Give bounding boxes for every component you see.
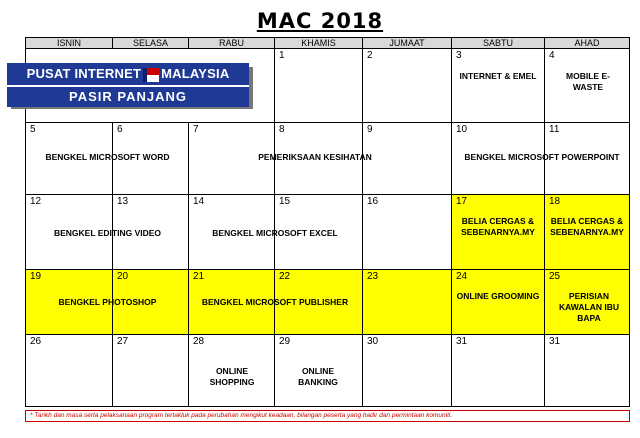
day-number: 26	[30, 336, 42, 347]
day-cell-highlighted	[362, 269, 452, 335]
day-cell-highlighted	[451, 269, 545, 335]
event-label: BENGKEL MICROSOFT PUBLISHER	[201, 297, 349, 307]
day-number: 16	[367, 196, 379, 207]
day-number: 31	[456, 336, 468, 347]
day-cell	[25, 334, 113, 407]
day-header-khamis: KHAMIS	[274, 37, 363, 49]
day-number: 14	[193, 196, 205, 207]
event-label: BENGKEL EDITING VIDEO	[53, 228, 162, 238]
day-number: 25	[549, 271, 561, 282]
event-label: ONLINE SHOPPING	[209, 366, 255, 387]
day-number: 4	[549, 50, 555, 61]
day-number: 13	[117, 196, 129, 207]
day-header-ahad: AHAD	[544, 37, 630, 49]
day-number: 30	[367, 336, 379, 347]
day-cell	[451, 334, 545, 407]
malaysia-flag-icon	[143, 68, 159, 82]
day-cell	[451, 48, 545, 123]
logo-text-malaysia: MALAYSIA	[161, 66, 230, 81]
logo-line-1	[7, 63, 249, 85]
day-number: 9	[367, 124, 373, 135]
day-number: 21	[193, 271, 205, 282]
day-cell	[112, 334, 189, 407]
day-number: 24	[456, 271, 468, 282]
event-label: BENGKEL PHOTOSHOP	[58, 297, 157, 307]
day-number: 12	[30, 196, 42, 207]
day-number: 20	[117, 271, 129, 282]
day-number: 19	[30, 271, 42, 282]
day-number: 29	[279, 336, 291, 347]
day-header-sabtu: SABTU	[451, 37, 545, 49]
event-label: ONLINE GROOMING	[456, 291, 540, 301]
day-number: 7	[193, 124, 199, 135]
day-header-selasa: SELASA	[112, 37, 189, 49]
event-label: BENGKEL MICROSOFT WORD	[45, 152, 170, 162]
day-cell	[362, 334, 452, 407]
logo-text-pusat-internet: PUSAT INTERNET	[26, 66, 142, 81]
pusat-internet-logo	[7, 63, 249, 107]
day-number: 23	[367, 271, 379, 282]
footnote: * Tarikh dan masa serta pelaksanaan program tertakluk pada perubahan mengikut keadaan, bilangan peserta yang hadir dan permintaan komuniti.	[25, 410, 630, 422]
day-header-rabu: RABU	[188, 37, 275, 49]
day-number: 8	[279, 124, 285, 135]
day-number: 1	[279, 50, 285, 61]
day-cell	[188, 334, 275, 407]
day-number: 18	[549, 196, 561, 207]
day-cell	[274, 334, 363, 407]
day-cell	[544, 334, 630, 407]
day-number: 11	[549, 124, 560, 135]
event-label: BELIA CERGAS & SEBENARNYA.MY	[461, 216, 535, 237]
day-cell-highlighted	[451, 194, 545, 270]
day-number: 27	[117, 336, 129, 347]
day-cell	[274, 48, 363, 123]
day-number: 10	[456, 124, 468, 135]
day-cell-highlighted	[544, 194, 630, 270]
day-number: 2	[367, 50, 373, 61]
day-header-isnin: ISNIN	[25, 37, 113, 49]
day-cell	[362, 48, 452, 123]
event-label: INTERNET & EMEL	[459, 71, 537, 81]
event-label: BENGKEL MICROSOFT POWERPOINT	[464, 152, 620, 162]
page-title: MAC 2018	[256, 9, 384, 33]
day-number: 5	[30, 124, 36, 135]
event-label: PEMERIKSAAN KESIHATAN	[258, 152, 372, 162]
event-label: BENGKEL MICROSOFT EXCEL	[212, 228, 338, 238]
day-number: 22	[279, 271, 291, 282]
day-number: 15	[279, 196, 291, 207]
day-number: 3	[456, 50, 462, 61]
day-number: 17	[456, 196, 468, 207]
event-label: ONLINE BANKING	[298, 366, 338, 387]
day-cell	[544, 48, 630, 123]
event-label: MOBILE E-WASTE	[566, 71, 610, 92]
logo-line-2: PASIR PANJANG	[7, 85, 249, 107]
day-number: 6	[117, 124, 123, 135]
day-number: 28	[193, 336, 205, 347]
day-header-jumaat: JUMAAT	[362, 37, 452, 49]
event-label: BELIA CERGAS & SEBENARNYA.MY	[550, 216, 624, 237]
day-cell-highlighted	[544, 269, 630, 335]
day-number: 31	[549, 336, 561, 347]
day-cell	[362, 194, 452, 270]
event-label: PERISIAN KAWALAN IBU BAPA	[559, 291, 619, 323]
